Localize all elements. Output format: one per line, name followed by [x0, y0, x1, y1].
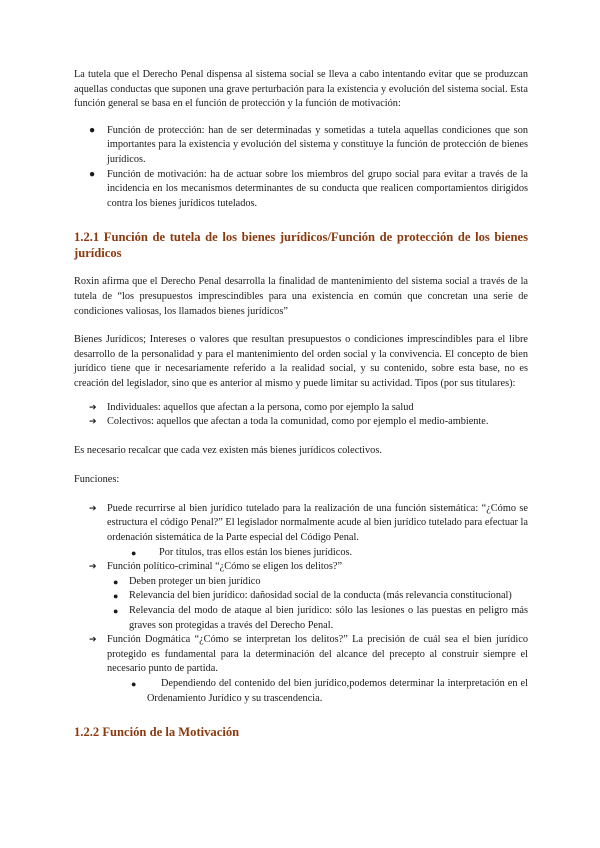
funciones-list	[74, 502, 528, 706]
sub-list-item	[107, 677, 528, 706]
recalcar-paragraph: Es necesario recalcar que cada vez existen más bienes jurídicos colectivos.	[74, 444, 382, 456]
bullet-icon: ●	[113, 606, 119, 617]
bullet-text: Función de protección: han de ser determinadas y sometidas a tutela aquellas condiciones que son importantes para la existencia y evolución del sistema y constituye la función de protección de bienes jurídicos.	[107, 124, 528, 165]
function-bullet-list	[74, 124, 528, 212]
funcion-dogmatica-text: Función Dogmática “¿Cómo se interpretan los delitos?” La precisión de cuál sea el bien jurídico protegido es fundamental para la determinación del alcance del precepto al construir siempre el necesario punto de partida.	[107, 634, 528, 675]
funcion-sistematica-text: Puede recurrirse al bien jurídico tutelado para la realización de una función sistemática: “¿Cómo se estructura el código Penal?” El legislador normalmente acude al bien jurídico tutelado para efectuar la ordenación sistemática de la Parte especial del Código Penal.	[107, 502, 528, 544]
list-item	[74, 560, 528, 633]
bullet-icon: ●	[131, 547, 137, 558]
list-item	[74, 401, 528, 416]
arrow-icon: ➔	[89, 503, 97, 514]
sub-item-text: Relevancia del modo de ataque al bien jurídico: sólo las lesiones o las puestas en peligro más graves son protegidas a través del Derecho Penal.	[129, 605, 528, 631]
list-item	[74, 633, 528, 706]
funcion-politico-criminal-text: Función político-criminal “¿Cómo se eligen los delitos?”	[107, 561, 343, 573]
arrow-icon: ➔	[89, 635, 97, 646]
sub-list-item	[107, 604, 528, 633]
sub-item-text: Deben proteger un bien jurídico	[129, 575, 261, 587]
sub-list-item	[107, 575, 528, 590]
bullet-icon: ●	[131, 679, 137, 689]
funciones-label: Funciones:	[74, 474, 120, 486]
list-item	[74, 502, 528, 560]
sub-item-text: Relevancia del bien jurídico: dañosidad social de la conducta (más relevancia constitucional)	[129, 590, 512, 602]
tipo-text: Individuales: aquellos que afectan a la persona, como por ejemplo la salud	[107, 401, 414, 413]
bullet-text: Función de motivación: ha de actuar sobre los miembros del grupo social para evitar a través de la incidencia en los mecanismos determinantes de su conducta que realicen comportamientos dirigidos contra los bienes jurídicos tutelados.	[107, 168, 528, 209]
sub-list-item	[107, 589, 528, 604]
intro-paragraph: La tutela que el Derecho Penal dispensa al sistema social se lleva a cabo intentando evitar que se produzcan aquellas conductas que suponen una grave perturbación para la existencia y evolución del sistema social. Esta función general se basa en el función de protección y la función de motivación:	[74, 69, 528, 110]
arrow-icon: ➔	[89, 402, 97, 413]
roxin-paragraph: Roxin afirma que el Derecho Penal desarrolla la finalidad de mantenimiento del sistema social a través de la tutela de “los presupuestos imprescindibles para una existencia en común que concretan una serie de condiciones valiosas, los llamados bienes jurídicos”	[74, 276, 528, 317]
list-item	[74, 168, 528, 212]
sub-item-text: Por títulos, tras ellos están los bienes jurídicos.	[159, 546, 353, 558]
bullet-icon: ●	[89, 124, 96, 136]
section-heading-1-2-2: 1.2.2 Función de la Motivación	[74, 725, 240, 740]
document-page	[74, 68, 528, 754]
sub-item-text: Dependiendo del contenido del bien jurídico,podemos determinar la interpretación en el Ordenamiento Jurídico y su trascendencia.	[147, 678, 528, 704]
section-heading-1-2-1: 1.2.1 Función de tutela de los bienes jurídicos/Función de protección de los bienes jurídicos	[74, 230, 528, 261]
list-item	[74, 415, 528, 430]
bullet-icon: ●	[89, 168, 96, 180]
tipo-text: Colectivos: aquellos que afectan a toda la comunidad, como por ejemplo el medio-ambiente.	[107, 416, 489, 428]
list-item	[74, 124, 528, 168]
sub-list-item	[107, 546, 528, 561]
bullet-icon: ●	[113, 576, 119, 587]
tipos-list	[74, 401, 528, 430]
bienes-juridicos-paragraph: Bienes Jurídicos; Intereses o valores que resultan presupuestos o condiciones imprescindibles para el libre desarrollo de la personalidad y para el mantenimiento del orden social y la convivencia. El concepto de bien jurídico tiene que ir necesariamente referido a la realidad social, y su contenido, sobre esta base, no es creación del legislador, sino que es anterior al mismo y puede limitar su actividad. Tipos (por sus titulares):	[74, 334, 528, 389]
arrow-icon: ➔	[89, 562, 97, 573]
politico-criminal-sub-list	[107, 575, 528, 633]
bullet-icon: ●	[113, 591, 119, 602]
arrow-icon: ➔	[89, 417, 97, 428]
